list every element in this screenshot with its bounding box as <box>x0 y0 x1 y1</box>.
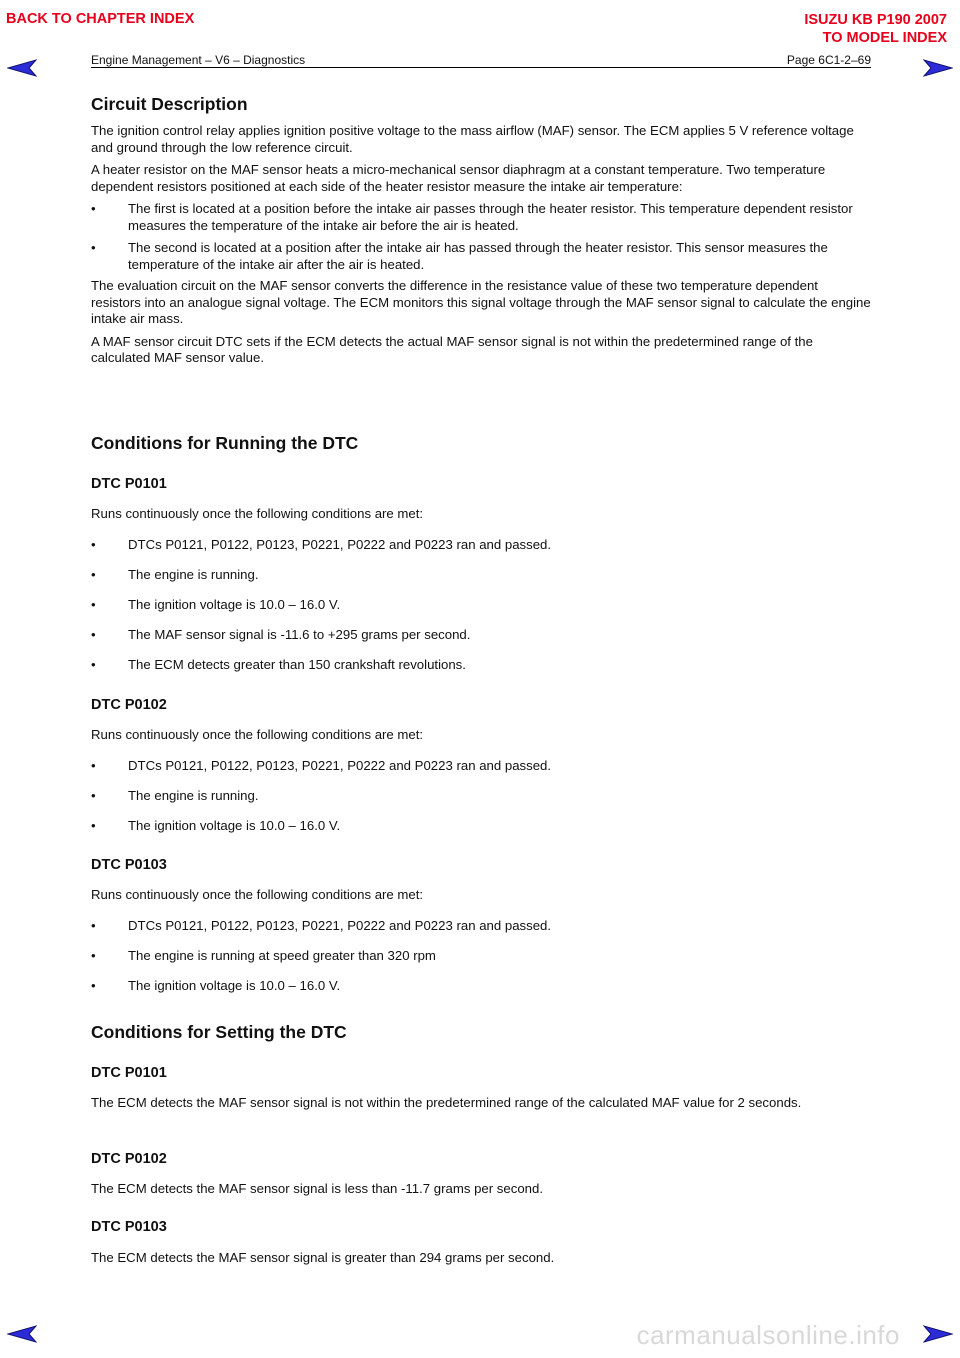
setting-p0103-heading: DTC P0103 <box>91 1219 167 1235</box>
circuit-paragraph-1: The ignition control relay applies ignition positive voltage to the mass airflow (MAF) sensor. The ECM applies 5 V reference voltage and ground through the low reference circuit. <box>91 123 854 155</box>
list-item-text: The ECM detects greater than 150 crankshaft revolutions. <box>128 657 466 672</box>
header-page-number: Page 6C1-2–69 <box>786 53 871 67</box>
running-p0101-intro: Runs continuously once the following conditions are met: <box>91 506 424 521</box>
header-section-title: Engine Management – V6 – Diagnostics <box>91 53 306 67</box>
watermark-logo: carmanualsonline.info <box>636 1320 900 1350</box>
setting-p0102-text: The ECM detects the MAF sensor signal is less than -11.7 grams per second. <box>91 1181 543 1196</box>
bottom-next-page-arrow-icon[interactable] <box>923 1324 953 1344</box>
bullet-glyph: • <box>91 948 96 963</box>
circuit-paragraph-3: The evaluation circuit on the MAF sensor converts the difference in the resistance value of these two temperature dependent resistors into an analogue signal voltage. The ECM monitors this signal voltage through the MAF sensor signal to calculate the engine intake air mass. <box>91 278 871 326</box>
list-item <box>91 627 871 644</box>
list-item <box>91 918 871 935</box>
circuit-description-heading: Circuit Description <box>91 94 248 114</box>
list-item-text: The engine is running at speed greater than 320 rpm <box>128 948 436 963</box>
running-p0102-heading: DTC P0102 <box>91 697 167 713</box>
to-model-index-link[interactable] <box>804 11 947 47</box>
setting-p0102-heading: DTC P0102 <box>91 1151 167 1167</box>
circuit-paragraph-2: A heater resistor on the MAF sensor heats a micro-mechanical sensor diaphragm at a constant temperature. Two temperature dependent resistors positioned at each side of the heater resistor measure the intake air temperature: <box>91 162 826 194</box>
list-item-text: DTCs P0121, P0122, P0123, P0221, P0222 and P0223 ran and passed. <box>128 918 552 933</box>
setting-p0103-text: The ECM detects the MAF sensor signal is greater than 294 grams per second. <box>91 1250 555 1265</box>
list-item <box>91 240 871 273</box>
running-p0102-intro: Runs continuously once the following conditions are met: <box>91 727 424 742</box>
bullet-glyph: • <box>91 240 96 255</box>
list-item <box>91 818 871 835</box>
model-index-label: TO MODEL INDEX <box>822 30 947 46</box>
running-p0103-heading: DTC P0103 <box>91 857 167 873</box>
list-item <box>91 537 871 554</box>
list-item <box>91 201 871 234</box>
list-item <box>91 657 871 674</box>
bullet-glyph: • <box>91 201 96 216</box>
list-item-text: The ignition voltage is 10.0 – 16.0 V. <box>128 597 341 612</box>
list-item-text: The MAF sensor signal is -11.6 to +295 grams per second. <box>128 627 471 642</box>
circuit-paragraph-4: A MAF sensor circuit DTC sets if the ECM detects the actual MAF sensor signal is not within the predetermined range of the calculated MAF sensor value. <box>91 333 813 365</box>
list-item <box>91 597 871 614</box>
circuit-description-section <box>91 93 871 367</box>
bullet-glyph: • <box>91 567 96 582</box>
bullet-glyph: • <box>91 627 96 642</box>
list-item <box>91 788 871 805</box>
back-to-chapter-index-link[interactable]: BACK TO CHAPTER INDEX <box>6 11 195 27</box>
setting-p0101-heading: DTC P0101 <box>91 1065 167 1081</box>
list-item-text: The first is located at a position before the intake air passes through the heater resistor. This temperature dependent resistor measures the temperature of the intake air before the air is heated. <box>128 201 853 233</box>
running-p0103-intro: Runs continuously once the following conditions are met: <box>91 887 424 902</box>
running-p0101-heading: DTC P0101 <box>91 476 167 492</box>
bullet-glyph: • <box>91 597 96 612</box>
list-item-text: The ignition voltage is 10.0 – 16.0 V. <box>128 978 341 993</box>
list-item-text: DTCs P0121, P0122, P0123, P0221, P0222 and P0223 ran and passed. <box>128 537 552 552</box>
list-item <box>91 758 871 775</box>
list-item-text: The engine is running. <box>128 788 259 803</box>
setting-p0101-text: The ECM detects the MAF sensor signal is not within the predetermined range of the calculated MAF value for 2 seconds. <box>91 1095 802 1110</box>
previous-page-arrow-icon[interactable] <box>7 58 37 78</box>
header-divider <box>91 67 871 68</box>
list-item <box>91 567 871 584</box>
bullet-glyph: • <box>91 978 96 993</box>
next-page-arrow-icon[interactable] <box>923 58 953 78</box>
conditions-running-heading: Conditions for Running the DTC <box>91 433 359 453</box>
list-item-text: DTCs P0121, P0122, P0123, P0221, P0222 and P0223 ran and passed. <box>128 758 552 773</box>
bullet-glyph: • <box>91 537 96 552</box>
list-item-text: The ignition voltage is 10.0 – 16.0 V. <box>128 818 341 833</box>
bullet-glyph: • <box>91 918 96 933</box>
list-item-text: The engine is running. <box>128 567 259 582</box>
bottom-previous-page-arrow-icon[interactable] <box>7 1324 37 1344</box>
conditions-setting-heading: Conditions for Setting the DTC <box>91 1022 347 1042</box>
bullet-glyph: • <box>91 788 96 803</box>
model-title: ISUZU KB P190 2007 <box>804 12 947 28</box>
bullet-glyph: • <box>91 818 96 833</box>
bullet-glyph: • <box>91 758 96 773</box>
bullet-glyph: • <box>91 657 96 672</box>
list-item <box>91 948 871 965</box>
list-item-text: The second is located at a position after the intake air has passed through the heater resistor. This sensor measures the temperature of the intake air after the air is heated. <box>128 240 828 272</box>
list-item <box>91 978 871 995</box>
